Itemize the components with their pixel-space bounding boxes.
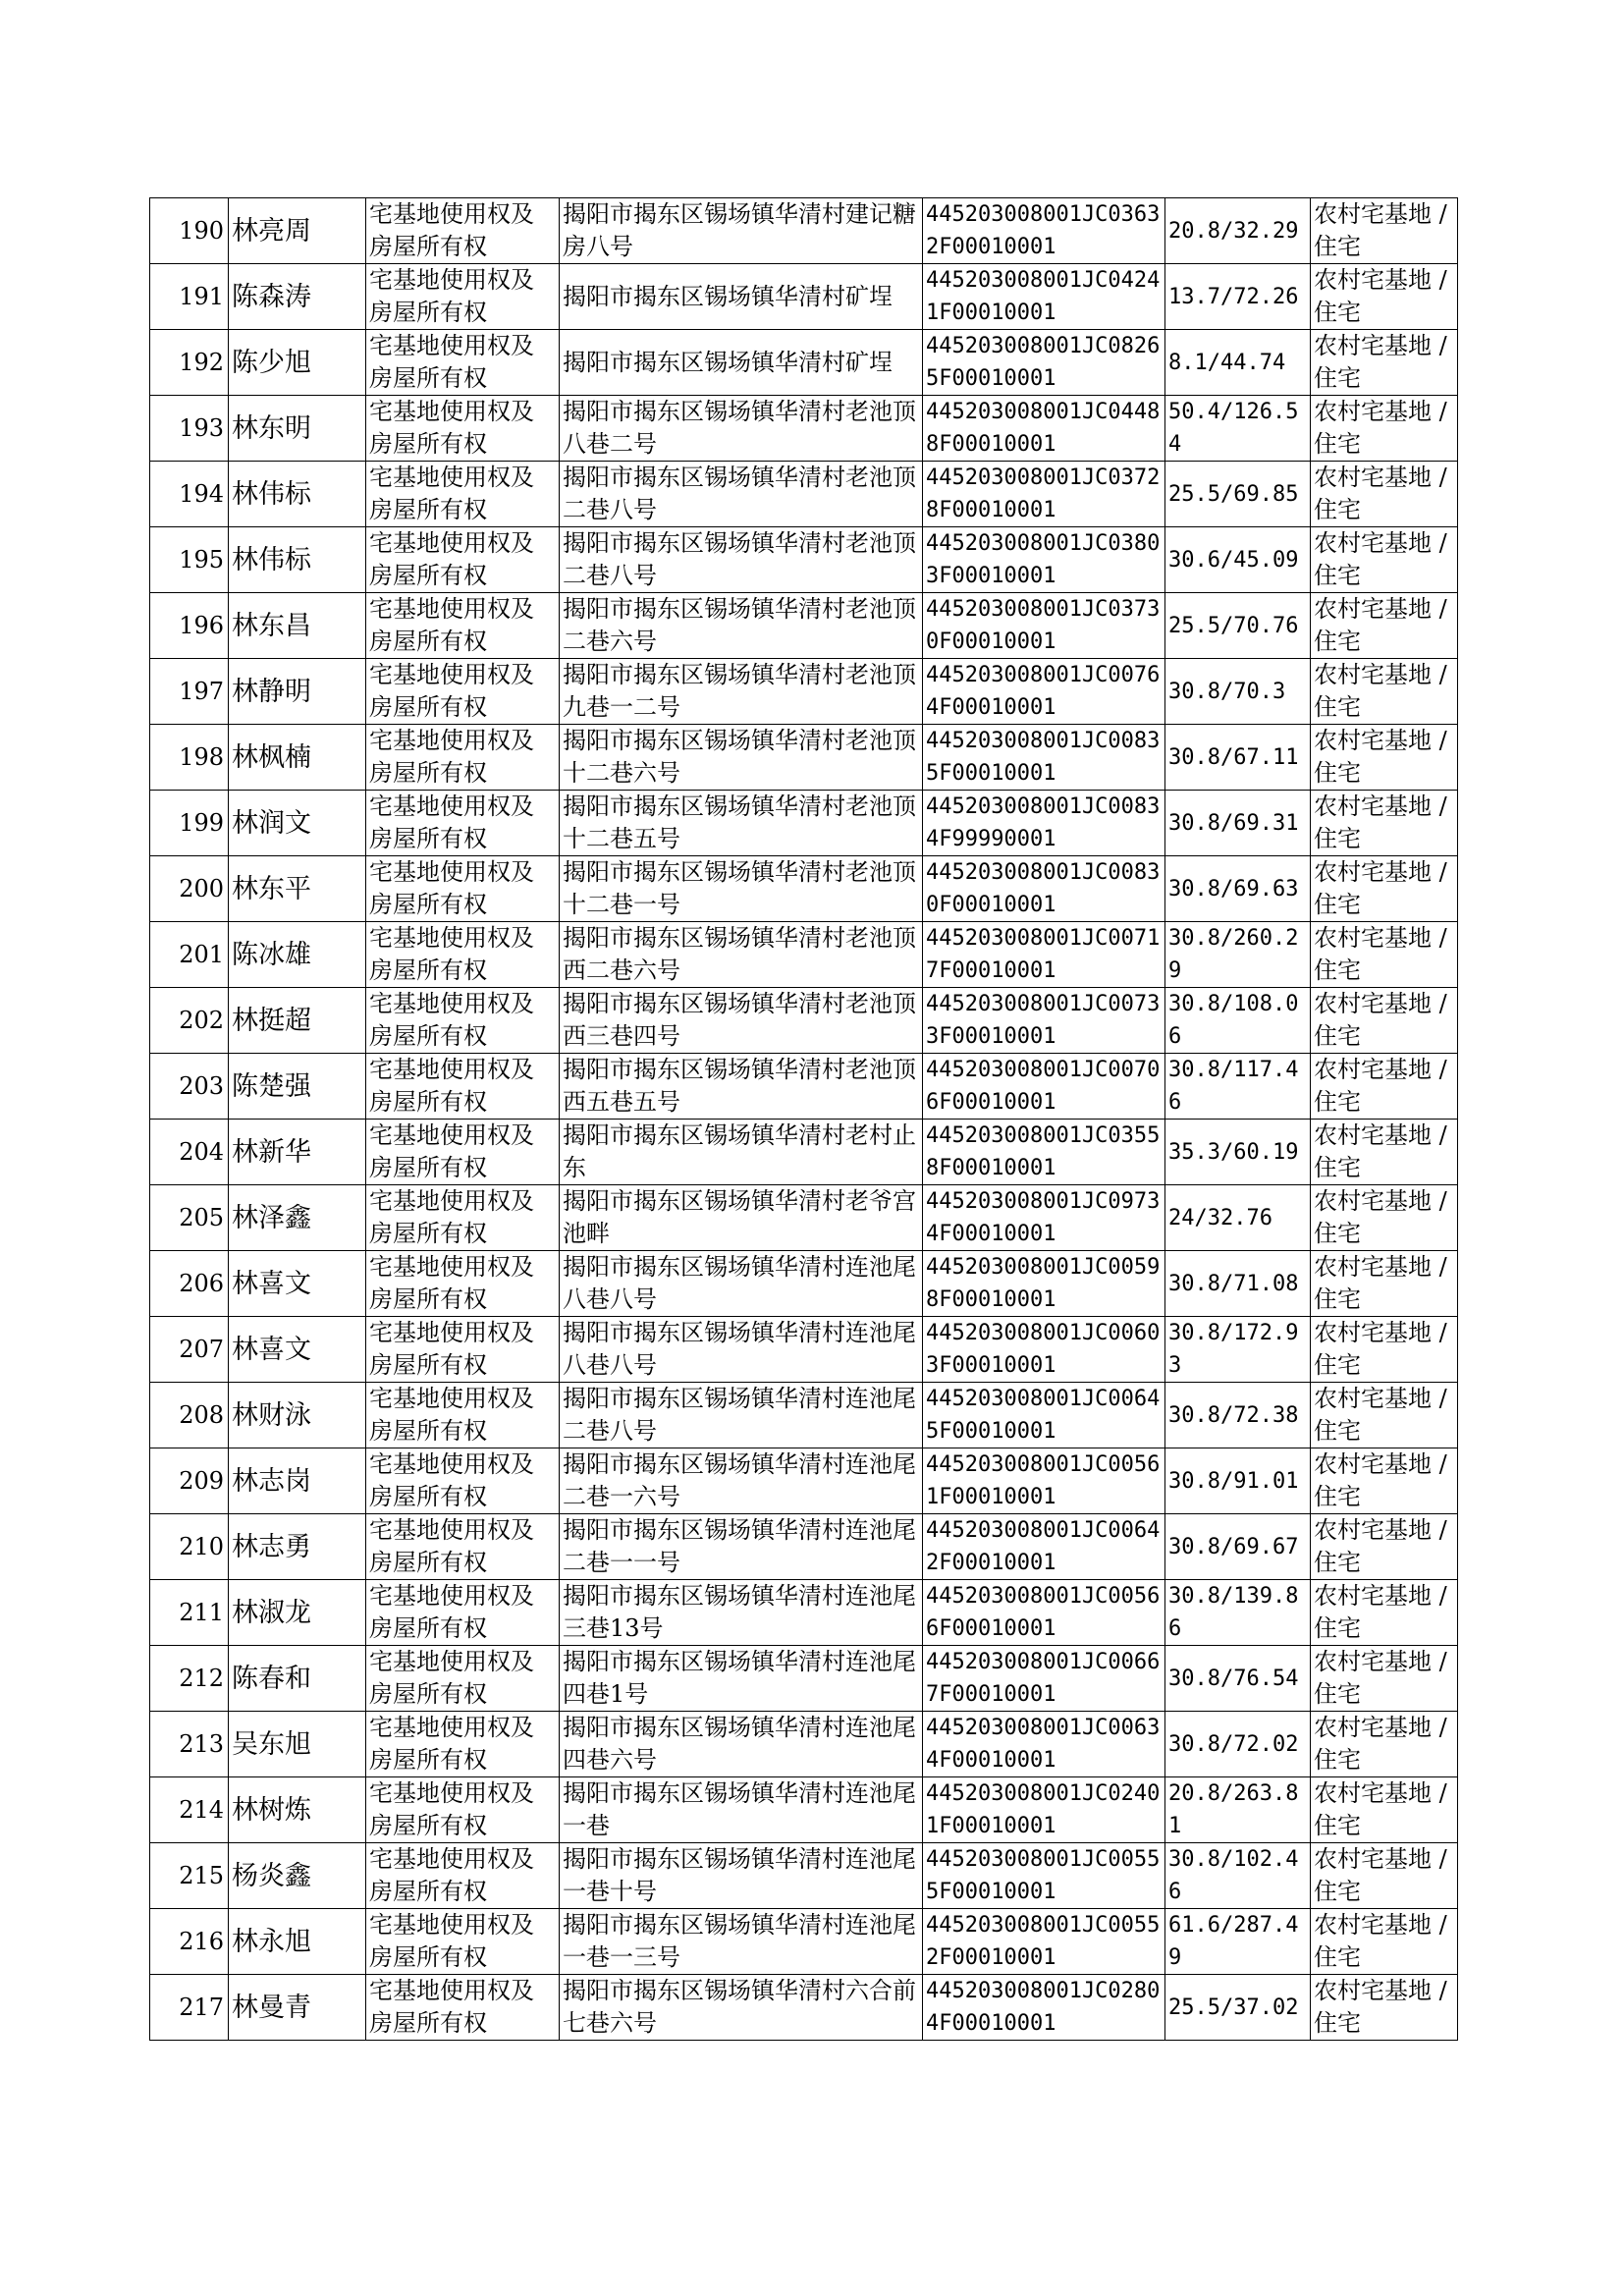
right-type-cell: 宅基地使用权及房屋所有权 [366,396,560,462]
row-number-cell: 196 [150,593,229,659]
table-row [150,1317,1458,1383]
area-cell: 25.5/37.02 [1165,1975,1311,2041]
owner-name-cell: 陈森涛 [229,264,366,330]
row-number-cell: 205 [150,1185,229,1251]
right-type-cell: 宅基地使用权及房屋所有权 [366,1646,560,1712]
table-row [150,198,1458,264]
table-row [150,1185,1458,1251]
unit-code-cell: 445203008001JC00830F00010001 [923,856,1165,922]
land-use-cell: 农村宅基地 / 住宅 [1311,1843,1458,1909]
land-use-cell: 农村宅基地 / 住宅 [1311,922,1458,988]
area-cell: 35.3/60.19 [1165,1120,1311,1185]
right-type-cell: 宅基地使用权及房屋所有权 [366,1383,560,1448]
owner-name-cell: 林永旭 [229,1909,366,1975]
row-number-cell: 203 [150,1054,229,1120]
area-cell: 30.8/76.54 [1165,1646,1311,1712]
land-use-cell: 农村宅基地 / 住宅 [1311,1580,1458,1646]
owner-name-cell: 林润文 [229,791,366,856]
right-type-cell: 宅基地使用权及房屋所有权 [366,264,560,330]
owner-name-cell: 林喜文 [229,1251,366,1317]
right-type-cell: 宅基地使用权及房屋所有权 [366,1448,560,1514]
table-row [150,1777,1458,1843]
row-number-cell: 207 [150,1317,229,1383]
table-row [150,396,1458,462]
unit-code-cell: 445203008001JC00642F00010001 [923,1514,1165,1580]
right-type-cell: 宅基地使用权及房屋所有权 [366,593,560,659]
unit-code-cell: 445203008001JC09734F00010001 [923,1185,1165,1251]
land-use-cell: 农村宅基地 / 住宅 [1311,1448,1458,1514]
unit-code-cell: 445203008001JC00566F00010001 [923,1580,1165,1646]
address-cell: 揭阳市揭东区锡场镇华清村老村止东 [560,1120,923,1185]
address-cell: 揭阳市揭东区锡场镇华清村老池顶西三巷四号 [560,988,923,1054]
area-cell: 25.5/70.76 [1165,593,1311,659]
row-number-cell: 197 [150,659,229,725]
table-row [150,330,1458,396]
owner-name-cell: 林志岗 [229,1448,366,1514]
unit-code-cell: 445203008001JC00555F00010001 [923,1843,1165,1909]
area-cell: 8.1/44.74 [1165,330,1311,396]
owner-name-cell: 陈冰雄 [229,922,366,988]
row-number-cell: 195 [150,527,229,593]
address-cell: 揭阳市揭东区锡场镇华清村连池尾四巷六号 [560,1712,923,1777]
row-number-cell: 213 [150,1712,229,1777]
row-number-cell: 217 [150,1975,229,2041]
row-number-cell: 208 [150,1383,229,1448]
row-number-cell: 198 [150,725,229,791]
owner-name-cell: 林伟标 [229,462,366,527]
right-type-cell: 宅基地使用权及房屋所有权 [366,1514,560,1580]
right-type-cell: 宅基地使用权及房屋所有权 [366,330,560,396]
owner-name-cell: 林挺超 [229,988,366,1054]
land-use-cell: 农村宅基地 / 住宅 [1311,1777,1458,1843]
address-cell: 揭阳市揭东区锡场镇华清村老池顶十二巷六号 [560,725,923,791]
land-use-cell: 农村宅基地 / 住宅 [1311,1317,1458,1383]
table-row [150,1120,1458,1185]
address-cell: 揭阳市揭东区锡场镇华清村老池顶二巷六号 [560,593,923,659]
right-type-cell: 宅基地使用权及房屋所有权 [366,1185,560,1251]
table-row [150,1909,1458,1975]
land-use-cell: 农村宅基地 / 住宅 [1311,1646,1458,1712]
area-cell: 61.6/287.49 [1165,1909,1311,1975]
row-number-cell: 210 [150,1514,229,1580]
address-cell: 揭阳市揭东区锡场镇华清村连池尾一巷十号 [560,1843,923,1909]
land-use-cell: 农村宅基地 / 住宅 [1311,1909,1458,1975]
land-use-cell: 农村宅基地 / 住宅 [1311,1514,1458,1580]
row-number-cell: 216 [150,1909,229,1975]
owner-name-cell: 林东昌 [229,593,366,659]
area-cell: 30.8/108.06 [1165,988,1311,1054]
unit-code-cell: 445203008001JC00706F00010001 [923,1054,1165,1120]
row-number-cell: 199 [150,791,229,856]
table-row [150,659,1458,725]
table-row [150,1580,1458,1646]
land-use-cell: 农村宅基地 / 住宅 [1311,856,1458,922]
unit-code-cell: 445203008001JC03728F00010001 [923,462,1165,527]
area-cell: 30.8/91.01 [1165,1448,1311,1514]
owner-name-cell: 吴东旭 [229,1712,366,1777]
address-cell: 揭阳市揭东区锡场镇华清村老爷宫池畔 [560,1185,923,1251]
registry-table [149,197,1458,2041]
area-cell: 30.8/70.3 [1165,659,1311,725]
land-use-cell: 农村宅基地 / 住宅 [1311,1383,1458,1448]
unit-code-cell: 445203008001JC00834F99990001 [923,791,1165,856]
owner-name-cell: 林亮周 [229,198,366,264]
land-use-cell: 农村宅基地 / 住宅 [1311,1120,1458,1185]
right-type-cell: 宅基地使用权及房屋所有权 [366,1317,560,1383]
land-use-cell: 农村宅基地 / 住宅 [1311,396,1458,462]
table-row [150,1975,1458,2041]
table-row [150,791,1458,856]
row-number-cell: 191 [150,264,229,330]
address-cell: 揭阳市揭东区锡场镇华清村建记糖房八号 [560,198,923,264]
address-cell: 揭阳市揭东区锡场镇华清村连池尾二巷一六号 [560,1448,923,1514]
address-cell: 揭阳市揭东区锡场镇华清村老池顶九巷一二号 [560,659,923,725]
address-cell: 揭阳市揭东区锡场镇华清村矿埕 [560,264,923,330]
owner-name-cell: 林枫楠 [229,725,366,791]
table-row [150,1251,1458,1317]
area-cell: 30.8/72.02 [1165,1712,1311,1777]
table-row [150,1448,1458,1514]
right-type-cell: 宅基地使用权及房屋所有权 [366,1712,560,1777]
area-cell: 20.8/263.81 [1165,1777,1311,1843]
row-number-cell: 200 [150,856,229,922]
area-cell: 30.8/71.08 [1165,1251,1311,1317]
table-row [150,1054,1458,1120]
land-use-cell: 农村宅基地 / 住宅 [1311,1054,1458,1120]
row-number-cell: 192 [150,330,229,396]
right-type-cell: 宅基地使用权及房屋所有权 [366,527,560,593]
right-type-cell: 宅基地使用权及房屋所有权 [366,1251,560,1317]
area-cell: 30.8/117.46 [1165,1054,1311,1120]
table-row [150,264,1458,330]
row-number-cell: 190 [150,198,229,264]
right-type-cell: 宅基地使用权及房屋所有权 [366,988,560,1054]
area-cell: 30.8/172.93 [1165,1317,1311,1383]
area-cell: 50.4/126.54 [1165,396,1311,462]
unit-code-cell: 445203008001JC08265F00010001 [923,330,1165,396]
table-body [150,198,1458,2041]
land-use-cell: 农村宅基地 / 住宅 [1311,1975,1458,2041]
address-cell: 揭阳市揭东区锡场镇华清村老池顶西五巷五号 [560,1054,923,1120]
address-cell: 揭阳市揭东区锡场镇华清村六合前七巷六号 [560,1975,923,2041]
land-use-cell: 农村宅基地 / 住宅 [1311,791,1458,856]
table-row [150,1383,1458,1448]
row-number-cell: 193 [150,396,229,462]
area-cell: 30.6/45.09 [1165,527,1311,593]
right-type-cell: 宅基地使用权及房屋所有权 [366,922,560,988]
unit-code-cell: 445203008001JC04488F00010001 [923,396,1165,462]
table-row [150,1843,1458,1909]
owner-name-cell: 林志勇 [229,1514,366,1580]
owner-name-cell: 林淑龙 [229,1580,366,1646]
address-cell: 揭阳市揭东区锡场镇华清村老池顶十二巷一号 [560,856,923,922]
area-cell: 30.8/69.63 [1165,856,1311,922]
area-cell: 30.8/102.46 [1165,1843,1311,1909]
row-number-cell: 194 [150,462,229,527]
unit-code-cell: 445203008001JC03730F00010001 [923,593,1165,659]
table-row [150,856,1458,922]
address-cell: 揭阳市揭东区锡场镇华清村老池顶十二巷五号 [560,791,923,856]
land-use-cell: 农村宅基地 / 住宅 [1311,1185,1458,1251]
row-number-cell: 212 [150,1646,229,1712]
right-type-cell: 宅基地使用权及房屋所有权 [366,856,560,922]
right-type-cell: 宅基地使用权及房屋所有权 [366,1120,560,1185]
land-use-cell: 农村宅基地 / 住宅 [1311,264,1458,330]
unit-code-cell: 445203008001JC00598F00010001 [923,1251,1165,1317]
land-use-cell: 农村宅基地 / 住宅 [1311,659,1458,725]
table-row [150,527,1458,593]
right-type-cell: 宅基地使用权及房屋所有权 [366,1054,560,1120]
unit-code-cell: 445203008001JC02401F00010001 [923,1777,1165,1843]
row-number-cell: 202 [150,988,229,1054]
area-cell: 30.8/72.38 [1165,1383,1311,1448]
row-number-cell: 209 [150,1448,229,1514]
unit-code-cell: 445203008001JC00764F00010001 [923,659,1165,725]
owner-name-cell: 林静明 [229,659,366,725]
owner-name-cell: 陈春和 [229,1646,366,1712]
right-type-cell: 宅基地使用权及房屋所有权 [366,659,560,725]
address-cell: 揭阳市揭东区锡场镇华清村老池顶二巷八号 [560,462,923,527]
address-cell: 揭阳市揭东区锡场镇华清村连池尾四巷1号 [560,1646,923,1712]
table-row [150,922,1458,988]
unit-code-cell: 445203008001JC03632F00010001 [923,198,1165,264]
land-use-cell: 农村宅基地 / 住宅 [1311,1712,1458,1777]
right-type-cell: 宅基地使用权及房屋所有权 [366,198,560,264]
unit-code-cell: 445203008001JC00561F00010001 [923,1448,1165,1514]
land-use-cell: 农村宅基地 / 住宅 [1311,593,1458,659]
row-number-cell: 211 [150,1580,229,1646]
owner-name-cell: 林喜文 [229,1317,366,1383]
unit-code-cell: 445203008001JC00717F00010001 [923,922,1165,988]
area-cell: 30.8/139.86 [1165,1580,1311,1646]
unit-code-cell: 445203008001JC00634F00010001 [923,1712,1165,1777]
address-cell: 揭阳市揭东区锡场镇华清村连池尾一巷 [560,1777,923,1843]
area-cell: 30.8/69.31 [1165,791,1311,856]
area-cell: 13.7/72.26 [1165,264,1311,330]
unit-code-cell: 445203008001JC00645F00010001 [923,1383,1165,1448]
table-row [150,1514,1458,1580]
unit-code-cell: 445203008001JC00733F00010001 [923,988,1165,1054]
owner-name-cell: 陈楚强 [229,1054,366,1120]
area-cell: 30.8/69.67 [1165,1514,1311,1580]
land-use-cell: 农村宅基地 / 住宅 [1311,330,1458,396]
right-type-cell: 宅基地使用权及房屋所有权 [366,462,560,527]
right-type-cell: 宅基地使用权及房屋所有权 [366,725,560,791]
address-cell: 揭阳市揭东区锡场镇华清村连池尾二巷八号 [560,1383,923,1448]
land-use-cell: 农村宅基地 / 住宅 [1311,198,1458,264]
table-row [150,725,1458,791]
row-number-cell: 215 [150,1843,229,1909]
row-number-cell: 204 [150,1120,229,1185]
table-row [150,1712,1458,1777]
address-cell: 揭阳市揭东区锡场镇华清村连池尾八巷八号 [560,1251,923,1317]
unit-code-cell: 445203008001JC00667F00010001 [923,1646,1165,1712]
row-number-cell: 214 [150,1777,229,1843]
owner-name-cell: 林东明 [229,396,366,462]
land-use-cell: 农村宅基地 / 住宅 [1311,527,1458,593]
owner-name-cell: 林东平 [229,856,366,922]
table-row [150,1646,1458,1712]
area-cell: 24/32.76 [1165,1185,1311,1251]
owner-name-cell: 林树炼 [229,1777,366,1843]
owner-name-cell: 林泽鑫 [229,1185,366,1251]
table-row [150,593,1458,659]
land-use-cell: 农村宅基地 / 住宅 [1311,725,1458,791]
right-type-cell: 宅基地使用权及房屋所有权 [366,1777,560,1843]
owner-name-cell: 林新华 [229,1120,366,1185]
right-type-cell: 宅基地使用权及房屋所有权 [366,1580,560,1646]
unit-code-cell: 445203008001JC04241F00010001 [923,264,1165,330]
unit-code-cell: 445203008001JC00603F00010001 [923,1317,1165,1383]
address-cell: 揭阳市揭东区锡场镇华清村连池尾二巷一一号 [560,1514,923,1580]
address-cell: 揭阳市揭东区锡场镇华清村连池尾三巷13号 [560,1580,923,1646]
right-type-cell: 宅基地使用权及房屋所有权 [366,1843,560,1909]
unit-code-cell: 445203008001JC03558F00010001 [923,1120,1165,1185]
owner-name-cell: 陈少旭 [229,330,366,396]
land-use-cell: 农村宅基地 / 住宅 [1311,462,1458,527]
address-cell: 揭阳市揭东区锡场镇华清村连池尾八巷八号 [560,1317,923,1383]
unit-code-cell: 445203008001JC00552F00010001 [923,1909,1165,1975]
owner-name-cell: 杨炎鑫 [229,1843,366,1909]
area-cell: 30.8/260.29 [1165,922,1311,988]
area-cell: 20.8/32.29 [1165,198,1311,264]
land-use-cell: 农村宅基地 / 住宅 [1311,1251,1458,1317]
unit-code-cell: 445203008001JC00835F00010001 [923,725,1165,791]
unit-code-cell: 445203008001JC02804F00010001 [923,1975,1165,2041]
area-cell: 30.8/67.11 [1165,725,1311,791]
area-cell: 25.5/69.85 [1165,462,1311,527]
row-number-cell: 201 [150,922,229,988]
land-use-cell: 农村宅基地 / 住宅 [1311,988,1458,1054]
address-cell: 揭阳市揭东区锡场镇华清村老池顶二巷八号 [560,527,923,593]
right-type-cell: 宅基地使用权及房屋所有权 [366,791,560,856]
table-row [150,462,1458,527]
owner-name-cell: 林财泳 [229,1383,366,1448]
address-cell: 揭阳市揭东区锡场镇华清村老池顶八巷二号 [560,396,923,462]
owner-name-cell: 林伟标 [229,527,366,593]
address-cell: 揭阳市揭东区锡场镇华清村矿埕 [560,330,923,396]
right-type-cell: 宅基地使用权及房屋所有权 [366,1975,560,2041]
address-cell: 揭阳市揭东区锡场镇华清村连池尾一巷一三号 [560,1909,923,1975]
row-number-cell: 206 [150,1251,229,1317]
unit-code-cell: 445203008001JC03803F00010001 [923,527,1165,593]
owner-name-cell: 林曼青 [229,1975,366,2041]
table-row [150,988,1458,1054]
right-type-cell: 宅基地使用权及房屋所有权 [366,1909,560,1975]
address-cell: 揭阳市揭东区锡场镇华清村老池顶西二巷六号 [560,922,923,988]
